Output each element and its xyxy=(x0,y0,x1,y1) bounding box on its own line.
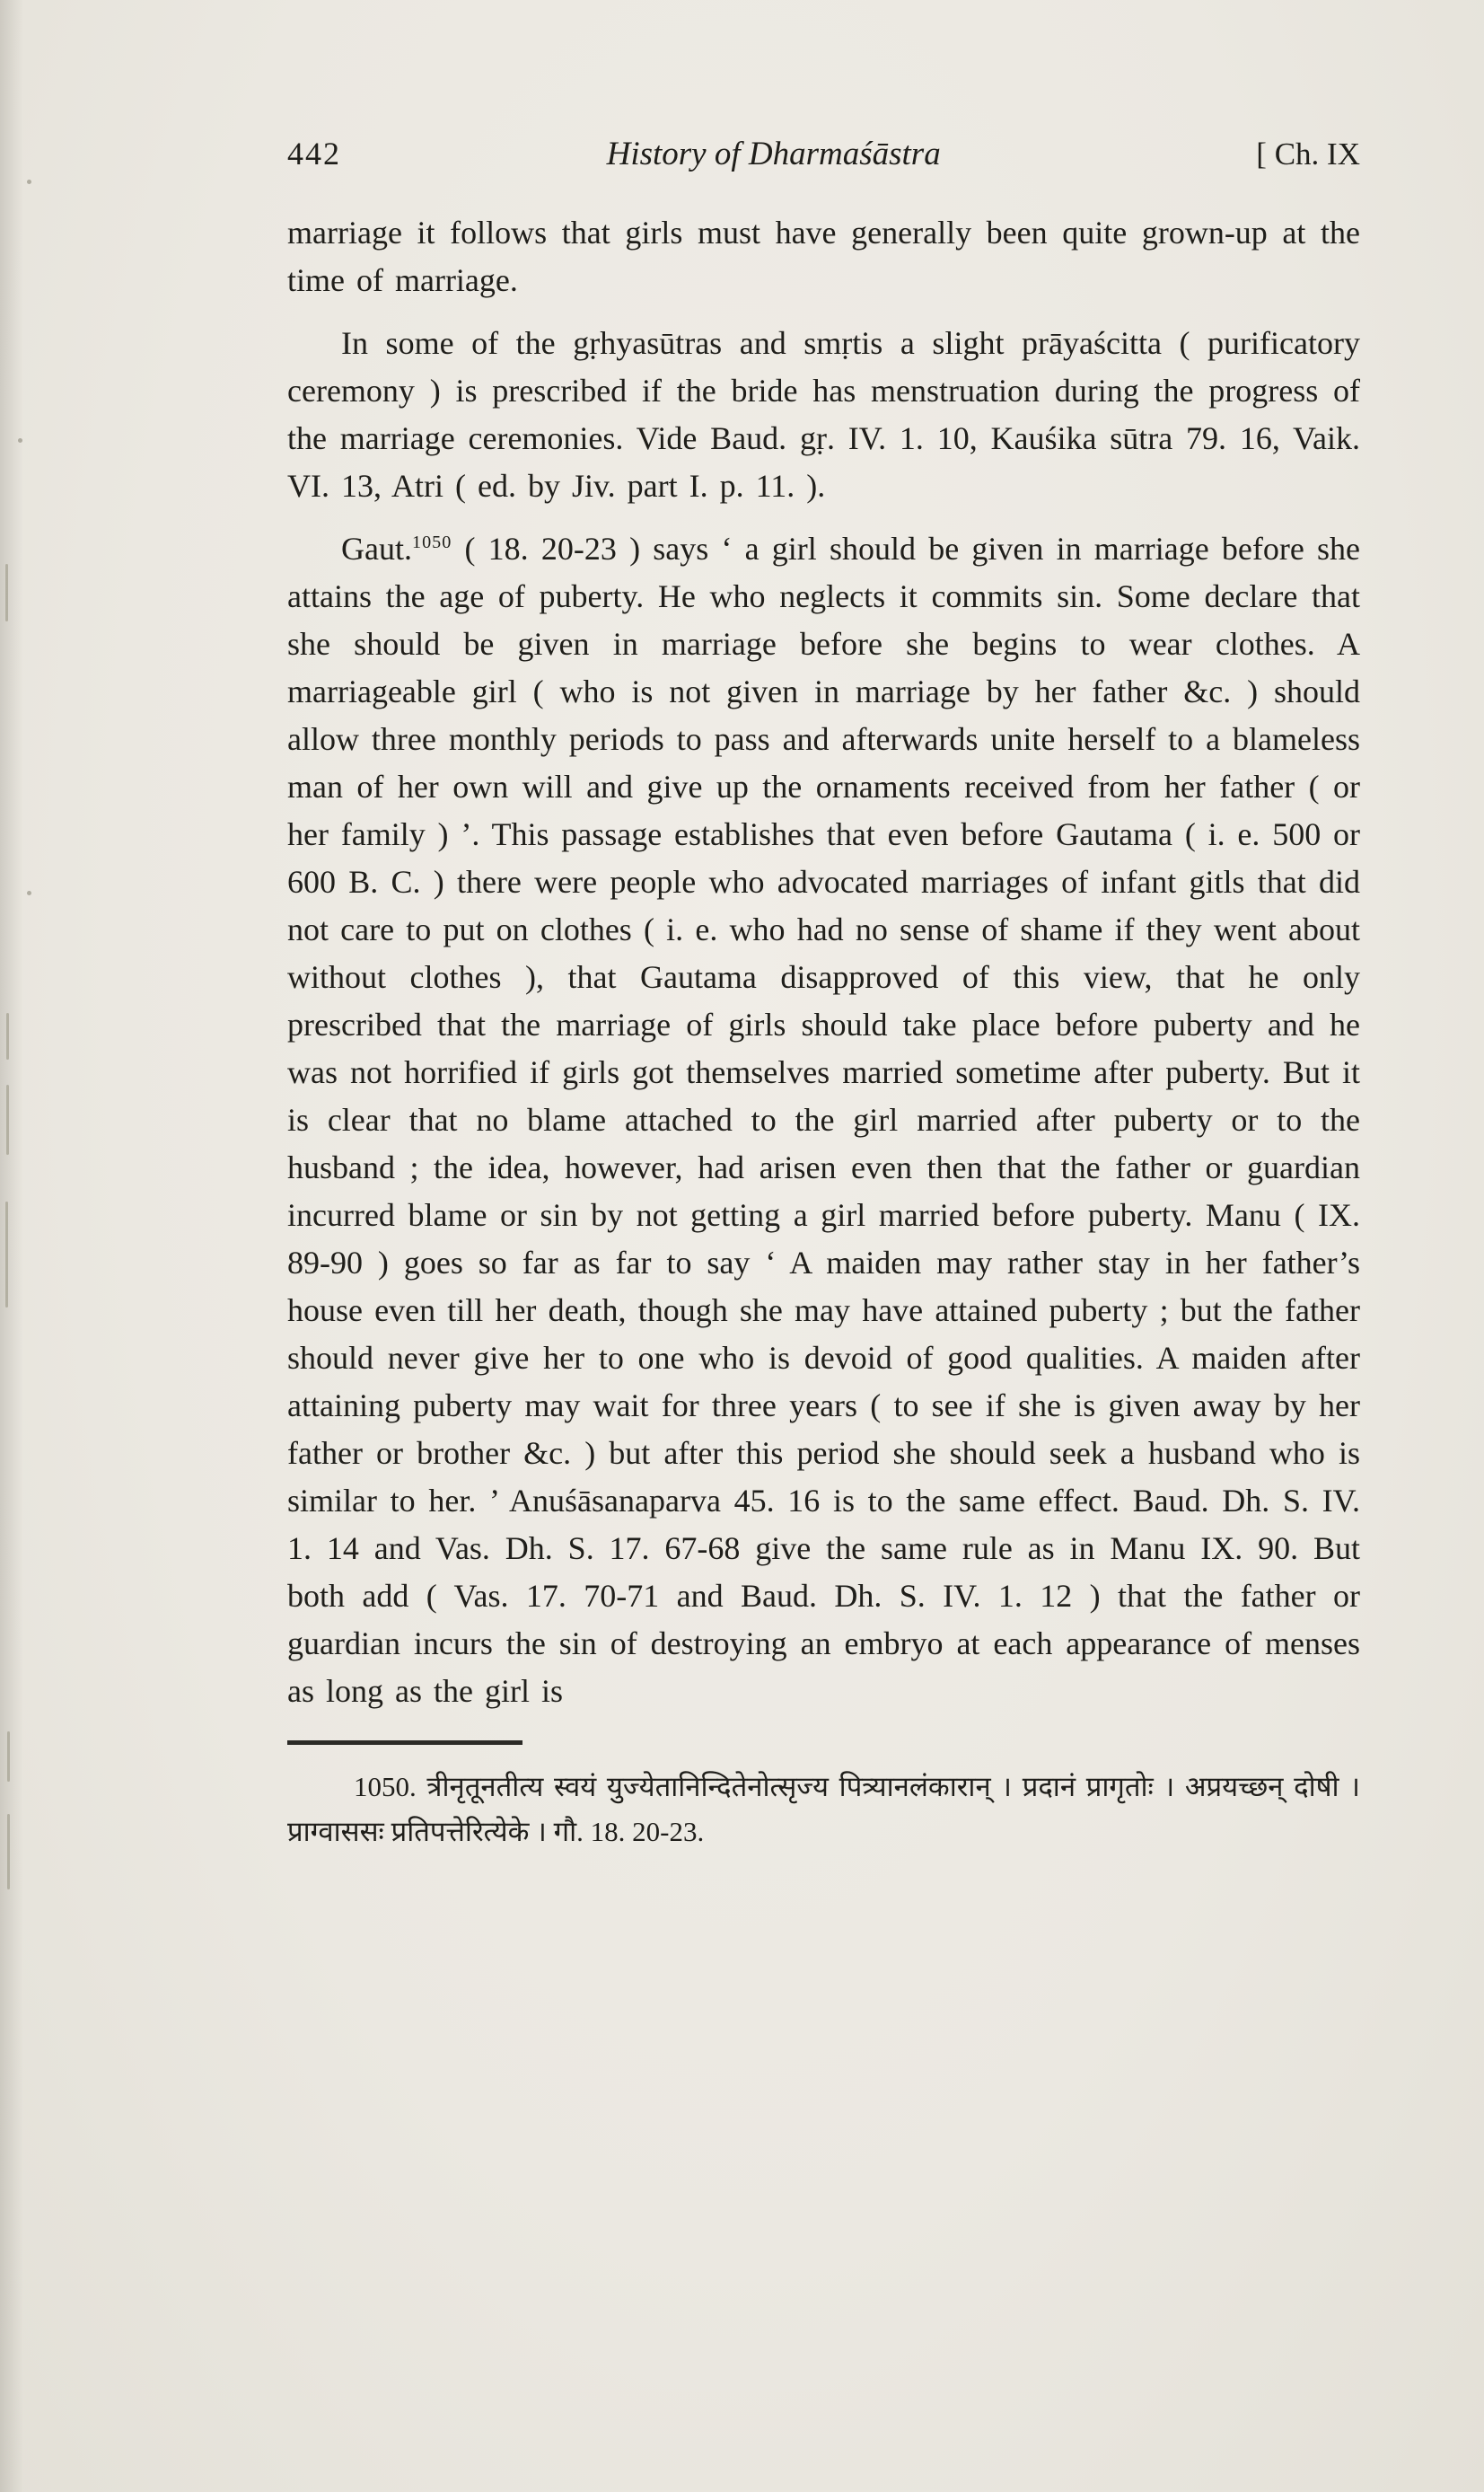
page-number: 442 xyxy=(287,136,341,172)
footnote xyxy=(287,1765,1360,1854)
scan-artifact xyxy=(5,1202,8,1308)
footnote-separator-rule xyxy=(287,1740,522,1745)
scan-speck xyxy=(27,180,31,184)
scan-artifact xyxy=(7,1731,10,1782)
chapter-label: [ Ch. IX xyxy=(1256,136,1360,172)
scan-artifact xyxy=(6,1085,9,1155)
scan-speck xyxy=(18,438,22,443)
paragraph-3-prefix: Gaut. xyxy=(341,531,412,567)
body-text xyxy=(287,209,1360,1715)
paragraph-1: marriage it follows that girls must have generally been quite grown-up at the time of marriage. xyxy=(287,215,1360,298)
page-header xyxy=(287,135,1360,173)
paragraph-3 xyxy=(287,525,1360,1715)
scan-speck xyxy=(27,891,31,895)
scan-artifact xyxy=(7,1814,10,1889)
footnote-text: 1050. त्रीनृतूनतीत्य स्वयं युज्येतानिन्दितेनोत्सृज्य पित्र्यानलंकारान् । प्रदानं प्रागृतोः । अप्रयच्छन् दोषी । प्राग्वाससः प्रतिपत्तेरित्येके । गौ. 18. 20-23. xyxy=(287,1771,1360,1847)
running-title: History of Dharmaśāstra xyxy=(606,136,941,172)
paragraph-3-text: ( 18. 20-23 ) says ‘ a girl should be given in marriage before she attains the age of puberty. He who neglects it commits sin. Some declare that she should be given in marriage before she begins to wear clothes. A marriageable girl ( who is not given in marriage by her father &c. ) should allow three monthly periods to pass and afterwards unite herself to a blameless man of her own will and give up the ornaments received from her father ( or her family ) ’. This passage establishes that even before Gautama ( i. e. 500 or 600 B. C. ) there were people who advocated marriages of infant gitls that did not care to put on clothes ( i. e. who had no sense of shame if they went about without clothes ), that Gautama disapproved of this view, that he only prescribed that the marriage of girls should take place before puberty and he was not horrified if girls got themselves married sometime after puberty. But it is clear that no blame attached to the girl married after puberty or to the husband ; the idea, however, had arisen even then that the father or guardian incurred blame or sin by not getting a girl married before puberty. Manu ( IX. 89-90 ) goes so far as far to say ‘ A maiden may rather stay in her father’s house even till her death, though she may have attained puberty ; but the father should never give her to one who is devoid of good qualities. A maiden after attaining puberty may wait for three years ( to see if she is given away by her father or brother &c. ) but after this period she should seek a husband who is similar to her. ’ Anuśāsanaparva 45. 16 is to the same effect. Baud. Dh. S. IV. 1. 14 and Vas. Dh. S. 17. 67-68 give the same rule as in Manu IX. 90. But both add ( Vas. 17. 70-71 and Baud. Dh. S. IV. 1. 12 ) that the father or guardian incurs the sin of destroying an embryo at each appearance of menses as long as the girl is xyxy=(287,531,1360,1709)
scan-artifact xyxy=(6,1013,9,1060)
paragraph-2: In some of the gṛhyasūtras and smṛtis a slight prāyaścitta ( purificatory ceremony ) is prescribed if the bride has menstruation during the progress of the marriage ceremonies. Vide Baud. gṛ. IV. 1. 10, Kauśika sūtra 79. 16, Vaik. VI. 13, Atri ( ed. by Jiv. part I. p. 11. ). xyxy=(287,325,1360,504)
page-edge-shadow xyxy=(0,0,23,2492)
footnote-reference: 1050 xyxy=(411,533,452,552)
scan-artifact xyxy=(5,564,8,621)
